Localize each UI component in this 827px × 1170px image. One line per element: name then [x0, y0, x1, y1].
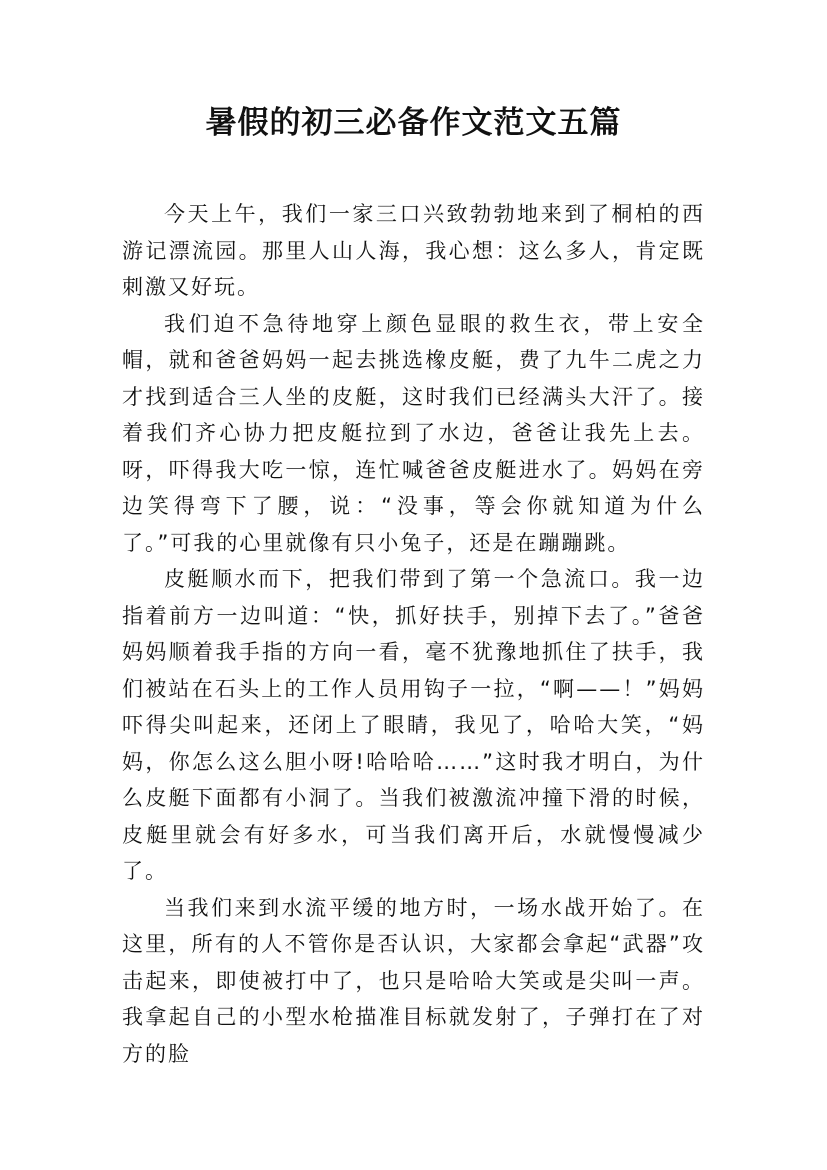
- paragraph: 当我们来到水流平缓的地方时，一场水战开始了。在这里，所有的人不管你是否认识，大家都会拿起“武器”攻击起来，即使被打中了，也只是哈哈大笑或是尖叫一声。我拿起自己的小型水枪描准目标就发射了，子弹打在了对方的脸: [122, 895, 705, 1066]
- document-body: [122, 196, 705, 1072]
- document-title: 暑假的初三必备作文范文五篇: [205, 105, 622, 141]
- paragraph: 我们迫不急待地穿上颜色显眼的救生衣，带上安全帽，就和爸爸妈妈一起去挑选橡皮艇，费了九牛二虎之力才找到适合三人坐的皮艇，这时我们已经满头大汗了。接着我们齐心协力把皮艇拉到了水边，爸爸让我先上去。呀，吓得我大吃一惊，连忙喊爸爸皮艇进水了。妈妈在旁边笑得弯下了腰，说：“没事，等会你就知道为什么了。”可我的心里就像有只小兔子，还是在蹦蹦跳。: [122, 311, 705, 555]
- paragraph: 皮艇顺水而下，把我们带到了第一个急流口。我一边指着前方一边叫道：“快，抓好扶手，别掉下去了。”爸爸妈妈顺着我手指的方向一看，毫不犹豫地抓住了扶手，我们被站在石头上的工作人员用钩子一拉，“啊——！”妈妈吓得尖叫起来，还闭上了眼睛，我见了，哈哈大笑，“妈妈，你怎么这么胆小呀!哈哈哈……”这时我才明白，为什么皮艇下面都有小洞了。当我们被激流冲撞下滑的时候，皮艇里就会有好多水，可当我们离开后，水就慢慢减少了。: [122, 567, 705, 883]
- paragraph: 今天上午，我们一家三口兴致勃勃地来到了桐柏的西游记漂流园。那里人山人海，我心想：这么多人，肯定既刺激又好玩。: [122, 202, 705, 299]
